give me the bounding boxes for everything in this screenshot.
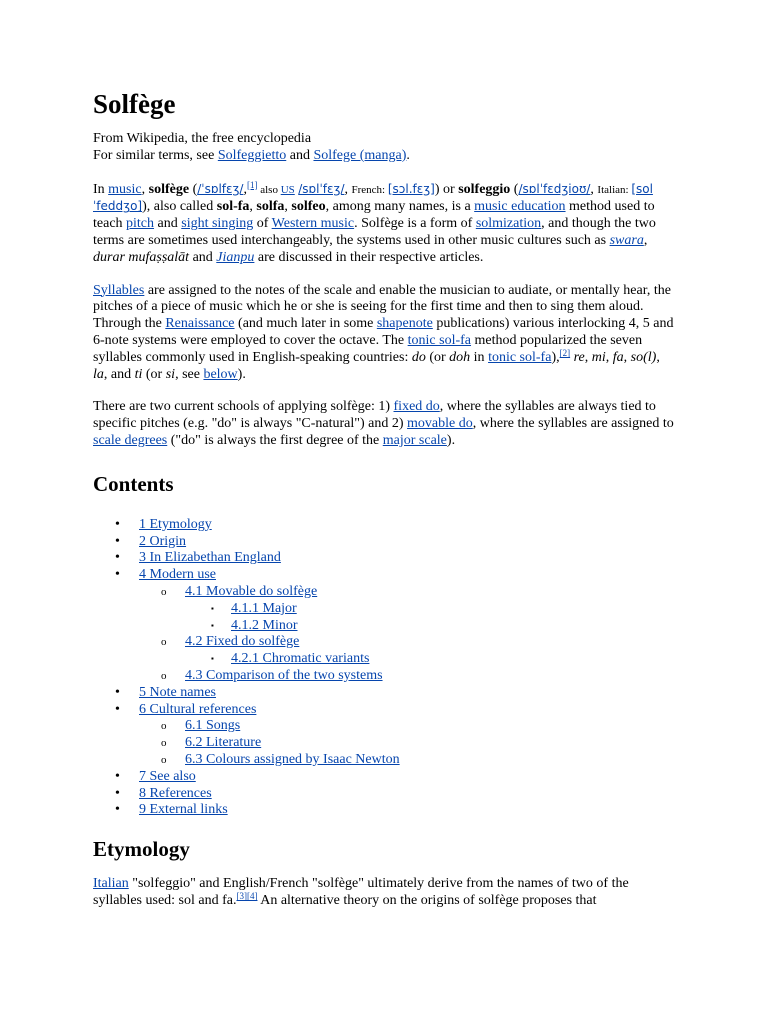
etymology-heading: Etymology xyxy=(93,837,190,862)
text: , where the syllables are always tied to specific pitches (e.g. "do" is always "C-natural") and 2) xyxy=(93,399,656,432)
text: , xyxy=(243,181,247,197)
toc-item xyxy=(93,718,675,735)
text: method popularized the seven syllables commonly used in English-speaking countries: xyxy=(93,332,643,365)
circle-bullet-icon: o xyxy=(161,669,167,682)
toc-link-elizabethan-england[interactable]: 3 In Elizabethan England xyxy=(139,550,281,566)
ref-2[interactable]: [2] xyxy=(559,347,571,358)
toc-link-movable-do[interactable]: 4.1 Movable do solfège xyxy=(185,583,318,599)
term-sol-fa: sol-fa xyxy=(216,199,250,215)
ipa-link-4[interactable]: /sɒlˈfɛdʒioʊ/ xyxy=(518,181,591,196)
circle-bullet-icon: o xyxy=(161,585,167,598)
bullet-icon: • xyxy=(115,768,120,784)
text: , xyxy=(584,349,592,365)
text: publications) various interlocking 4, 5 and 6-note systems were employed to cover the octave. The xyxy=(93,316,674,348)
syllable-mi: mi xyxy=(591,349,606,365)
text: , xyxy=(656,349,660,365)
bullet-icon: • xyxy=(115,516,120,532)
link-major-scale[interactable]: major scale xyxy=(382,432,447,448)
toc-link-minor[interactable]: 4.1.2 Minor xyxy=(231,617,298,633)
toc-link-etymology[interactable]: 1 Etymology xyxy=(139,516,212,532)
link-movable-do[interactable]: movable do xyxy=(407,416,473,432)
link-syllables[interactable]: Syllables xyxy=(93,282,145,298)
ipa-link-2[interactable]: /sɒlˈfɛʒ/ xyxy=(298,181,345,196)
toc-link-major[interactable]: 4.1.1 Major xyxy=(231,600,297,616)
syllable-doh: doh xyxy=(449,349,471,365)
text: , xyxy=(284,199,292,215)
toc-item xyxy=(93,685,675,702)
syllable-re: re xyxy=(573,349,585,365)
text: , where the syllables are assigned to xyxy=(472,416,674,432)
table-of-contents xyxy=(93,517,675,819)
ref-1[interactable]: [1] xyxy=(246,179,258,190)
bullet-icon: • xyxy=(115,550,120,566)
toc-item xyxy=(93,534,675,551)
toc-link-literature[interactable]: 6.2 Literature xyxy=(185,735,262,751)
text: , xyxy=(141,181,149,197)
site-subtitle xyxy=(93,131,675,165)
link-scale-degrees[interactable]: scale degrees xyxy=(93,432,168,448)
text: ), xyxy=(551,349,560,365)
toc-item xyxy=(93,584,675,601)
link-shapenote[interactable]: shapenote xyxy=(376,316,433,332)
link-jianpu[interactable] xyxy=(216,250,254,265)
link-swara-text: swara xyxy=(609,232,644,248)
text: ( xyxy=(189,181,198,197)
circle-bullet-icon: o xyxy=(161,636,167,649)
toc-item xyxy=(93,634,675,651)
text: There are two current schools of applying solfège: 1) xyxy=(93,399,394,415)
toc-item xyxy=(93,668,675,685)
square-bullet-icon: ▪ xyxy=(211,620,214,630)
toc-item xyxy=(93,601,675,618)
from-wikipedia-text: From Wikipedia, the free encyclopedia xyxy=(93,131,312,146)
term-solfege: solfège xyxy=(148,181,190,197)
link-music-education[interactable]: music education xyxy=(474,199,566,215)
bullet-icon: • xyxy=(115,802,120,818)
syllable-si: si xyxy=(165,366,176,382)
link-solfege-manga[interactable]: Solfege (manga) xyxy=(313,147,407,163)
toc-link-external-links[interactable]: 9 External links xyxy=(139,802,228,818)
link-tonic-sol-fa[interactable]: tonic sol-fa xyxy=(407,332,472,348)
link-western-music[interactable]: Western music xyxy=(271,216,355,232)
toc-item xyxy=(93,786,675,803)
text: of xyxy=(253,216,272,232)
text: are discussed in their respective articles. xyxy=(254,249,484,265)
circle-bullet-icon: o xyxy=(161,720,167,733)
link-swara[interactable] xyxy=(610,233,644,248)
text-also: also xyxy=(257,183,281,196)
circle-bullet-icon: o xyxy=(161,737,167,750)
link-italian[interactable]: Italian xyxy=(93,876,129,892)
toc-link-cultural-references[interactable]: 6 Cultural references xyxy=(139,701,257,717)
text: (and much later in some xyxy=(234,316,377,332)
link-renaissance[interactable]: Renaissance xyxy=(165,316,235,332)
bullet-icon: • xyxy=(115,701,120,717)
text: An alternative theory on the origins of solfège proposes that xyxy=(257,892,597,908)
link-sight-singing[interactable]: sight singing xyxy=(181,216,254,232)
toc-link-see-also[interactable]: 7 See also xyxy=(139,768,196,784)
link-us[interactable]: US xyxy=(280,183,295,196)
etymology-paragraph xyxy=(93,876,675,910)
text: ). xyxy=(237,366,246,382)
text: ("do" is always the first degree of the xyxy=(167,432,383,448)
intro-paragraph-2 xyxy=(93,283,675,384)
text: , see xyxy=(175,366,204,382)
text: , xyxy=(623,349,631,365)
toc-link-fixed-do[interactable]: 4.2 Fixed do solfège xyxy=(185,634,300,650)
text: , xyxy=(344,181,352,197)
hatnote-and: and xyxy=(286,147,314,163)
text: ). xyxy=(446,432,456,448)
toc-item xyxy=(93,567,675,584)
toc-link-origin[interactable]: 2 Origin xyxy=(139,533,187,549)
link-pitch[interactable]: pitch xyxy=(126,216,155,232)
text: and xyxy=(154,216,182,232)
bullet-icon: • xyxy=(115,684,120,700)
text: are assigned to the notes of the scale and enable the musician to audiate, or mentally hear, the pitches of a piece of music which he or she is seeing for the first time and then to sing them aloud. Through the xyxy=(93,282,671,332)
syllable-la: la xyxy=(93,366,104,382)
text: , xyxy=(249,199,257,215)
text: , and though the two terms are sometimes used interchangeably, the systems used in other music cultures such as xyxy=(93,216,656,248)
ipa-link-1[interactable]: /ˈsɒlfɛʒ/ xyxy=(197,181,244,196)
square-bullet-icon: ▪ xyxy=(211,654,214,664)
text: in xyxy=(470,349,489,365)
bullet-icon: • xyxy=(115,785,120,801)
toc-link-songs[interactable]: 6.1 Songs xyxy=(185,718,241,734)
bullet-icon: • xyxy=(115,533,120,549)
text: (or xyxy=(425,349,450,365)
term-solfeo: solfeo xyxy=(291,199,326,215)
text: (or xyxy=(142,366,166,382)
text: ), also called xyxy=(142,199,217,215)
intro-paragraph-3 xyxy=(93,399,675,449)
syllable-fa: fa xyxy=(612,349,624,365)
text: , xyxy=(643,232,648,248)
toc-item xyxy=(93,802,675,819)
link-solfeggietto[interactable]: Solfeggietto xyxy=(217,147,287,163)
toc-item xyxy=(93,702,675,719)
toc-item xyxy=(93,550,675,567)
hatnote-text: For similar terms, see xyxy=(93,147,218,163)
toc-link-colours-newton[interactable]: 6.3 Colours assigned by Isaac Newton xyxy=(185,751,400,767)
link-tonic-sol-fa-2[interactable]: tonic sol-fa xyxy=(488,349,552,365)
page-title: Solfège xyxy=(93,89,176,119)
contents-heading: Contents xyxy=(93,471,174,496)
bullet-icon: • xyxy=(115,567,120,583)
text: ) or xyxy=(434,181,459,197)
toc-item xyxy=(93,651,675,668)
circle-bullet-icon: o xyxy=(161,753,167,766)
link-jianpu-text: Jianpu xyxy=(216,249,255,265)
syllable-ti: ti xyxy=(134,366,143,382)
toc-link-comparison[interactable]: 4.3 Comparison of the two systems xyxy=(185,667,383,683)
text-italian: Italian: xyxy=(597,183,632,196)
term-durar: durar mufaṣṣalāt xyxy=(93,249,190,265)
text-french: French: xyxy=(351,183,388,196)
term-solfa: solfa xyxy=(256,199,285,215)
link-music[interactable]: music xyxy=(108,181,142,197)
term-solfeggio: solfeggio xyxy=(458,181,511,197)
text: and xyxy=(189,249,217,265)
syllable-sol: so(l) xyxy=(630,349,657,365)
text: , among many names, is a xyxy=(325,199,475,215)
toc-item xyxy=(93,618,675,635)
ipa-link-5[interactable]: [solˈfeddʒo] xyxy=(93,181,653,214)
toc-link-modern-use[interactable]: 4 Modern use xyxy=(139,567,216,583)
toc-link-note-names[interactable]: 5 Note names xyxy=(139,684,216,700)
toc-item xyxy=(93,735,675,752)
text: ( xyxy=(510,181,519,197)
intro-paragraph-1 xyxy=(93,181,675,267)
toc-item xyxy=(93,517,675,534)
text: , and xyxy=(103,366,135,382)
link-solmization[interactable]: solmization xyxy=(475,216,542,232)
text: , xyxy=(590,181,594,197)
text: . Solfège is a form of xyxy=(354,216,476,232)
ref-3-4[interactable]: [3][4] xyxy=(236,890,258,901)
toc-link-references[interactable]: 8 References xyxy=(139,785,212,801)
toc-item xyxy=(93,752,675,769)
ipa-link-3[interactable]: [sɔl.fɛʒ] xyxy=(387,181,435,196)
hatnote xyxy=(93,148,410,163)
square-bullet-icon: ▪ xyxy=(211,603,214,613)
toc-link-chromatic-variants[interactable]: 4.2.1 Chromatic variants xyxy=(231,651,370,667)
link-fixed-do[interactable]: fixed do xyxy=(393,399,440,415)
toc-item xyxy=(93,769,675,786)
text: "solfeggio" and English/French "solfège" ultimately derive from the names of two of the syllables used: sol and fa. xyxy=(93,876,629,908)
text: In xyxy=(93,181,109,197)
link-below[interactable]: below xyxy=(203,366,238,382)
hatnote-suffix: . xyxy=(406,147,410,163)
text: method used to teach xyxy=(93,199,655,232)
text: , xyxy=(605,349,613,365)
syllable-do: do xyxy=(411,349,426,365)
